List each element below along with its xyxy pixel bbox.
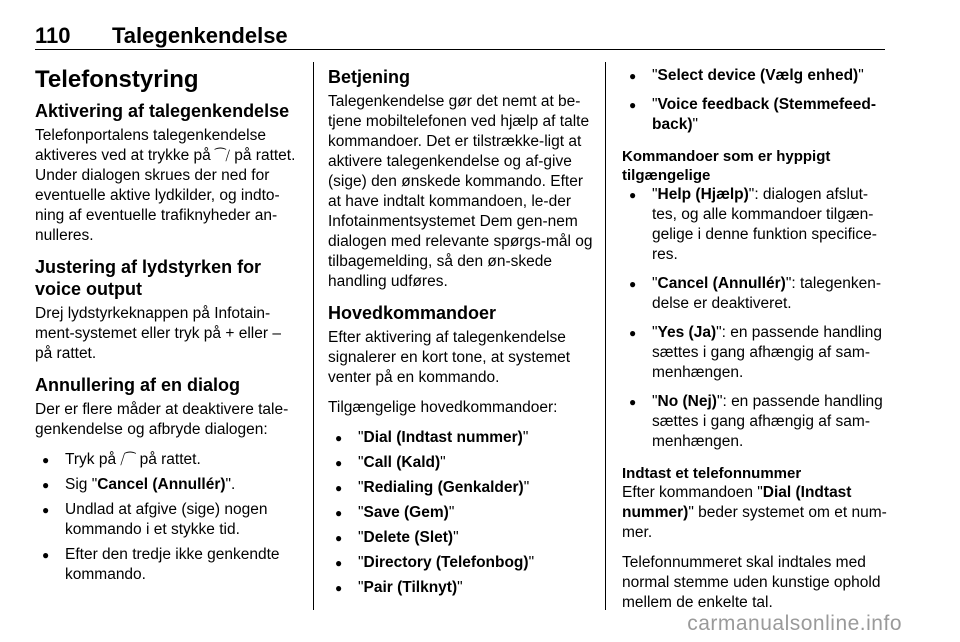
- list-item: ● "Help (Hjælp)": dialogen afslut-tes, og alle kommandoer tilgæn-gelige i denne funktion specifice-res.: [622, 185, 890, 265]
- list-item: ● "Select device (Vælg enhed)": [622, 66, 890, 86]
- list-item: ● Tryk på ⧸⁀ på rattet.: [35, 450, 301, 470]
- paragraph-operation: Talegenkendelse gør det nemt at be-tjene mobiltelefonen ved hjælp af talte kommandoer. Det er tilstrække-ligt at aktivere talegenkendelse og af-give (sige) den ønskede kommando. Efter at have indtalt kommandoen, le-der Infotainmentsystemet Dem gen-nem dialogen med relevante spørgs-mål og tilbagemelding, så den øn-skede handling udføres.: [328, 93, 593, 290]
- section-title: Telefonstyring: [35, 66, 199, 93]
- list-item: ● Sig "Cancel (Annullér)".: [35, 475, 301, 495]
- main-command-list: [328, 428, 593, 598]
- column-2: [328, 62, 593, 608]
- list-item: ● "Directory (Telefonbog)": [328, 553, 593, 573]
- header-rule: [35, 49, 885, 50]
- voice-control-icon: ⁀⧸: [215, 148, 230, 163]
- list-item: ● "Voice feedback (Stemmefeed-back)": [622, 95, 890, 135]
- hang-up-icon: ⧸⁀: [120, 452, 136, 467]
- column-divider-1: [313, 62, 314, 610]
- list-item: ● "No (Nej)": en passende handling sættes i gang afhængig af sam-menhængen.: [622, 392, 890, 452]
- paragraph-available: Tilgængelige hovedkommandoer:: [328, 399, 558, 416]
- heading-cancel: Annullering af en dialog: [35, 375, 241, 395]
- list-item: ● Efter den tredje ikke genkendte kommando.: [35, 545, 301, 585]
- heading-operation: Betjening: [328, 67, 411, 87]
- list-item: ● Undlad at afgive (sige) nogen kommando i et stykke tid.: [35, 500, 301, 540]
- list-item: ● "Yes (Ja)": en passende handling sættes i gang afhængig af sam-menhængen.: [622, 323, 890, 383]
- list-item: ● "Save (Gem)": [328, 503, 593, 523]
- heading-frequent-commands: Kommandoer som er hyppigt tilgængelige: [622, 148, 831, 184]
- column-divider-2: [605, 62, 606, 610]
- page-number: 110: [35, 23, 71, 48]
- heading-enter-number: Indtast et telefonnummer: [622, 465, 802, 482]
- frequent-command-list: [622, 185, 890, 452]
- heading-main-commands: Hovedkommandoer: [328, 303, 497, 323]
- list-item: ● "Delete (Slet)": [328, 528, 593, 548]
- list-item: ● "Dial (Indtast nummer)": [328, 428, 593, 448]
- paragraph-activation: Telefonportalens talegenkendelse aktiveres ved at trykke på ⁀⧸ på rattet. Under dialogen skrues der ned for eventuelle aktive lydkilder, og indto-ning af eventuelle trafiknyheder an-nulleres.: [35, 127, 296, 244]
- paragraph-cancel: Der er flere måder at deaktivere tale-genkendelse og afbryde dialogen:: [35, 401, 289, 438]
- paragraph-volume: Drej lydstyrkeknappen på Infotain-ment-systemet eller tryk på + eller – på rattet.: [35, 305, 281, 362]
- list-item: ● "Redialing (Genkalder)": [328, 478, 593, 498]
- list-item: ● "Pair (Tilknyt)": [328, 578, 593, 598]
- watermark: carmanualsonline.info: [687, 612, 902, 635]
- paragraph-number-voice: Telefonnummeret skal indtales med normal stemme uden kunstige ophold mellem de enkelte tal.: [622, 554, 881, 611]
- heading-activation: Aktivering af talegenkendelse: [35, 101, 290, 121]
- list-item: ● "Cancel (Annullér)": talegenken-delse er deaktiveret.: [622, 274, 890, 314]
- list-item: ● "Call (Kald)": [328, 453, 593, 473]
- heading-volume: Justering af lydstyrken for voice output: [35, 257, 262, 299]
- paragraph-enter-number: Efter kommandoen "Dial (Indtast nummer)" beder systemet om et num-mer.: [622, 484, 887, 541]
- main-command-list-cont: [622, 66, 890, 135]
- column-3: [622, 62, 890, 623]
- column-1: [35, 62, 301, 595]
- cancel-list: [35, 450, 301, 585]
- running-header: Talegenkendelse: [112, 23, 288, 48]
- paragraph-main-commands: Efter aktivering af talegenkendelse signalerer en kort tone, at systemet venter på en kommando.: [328, 329, 571, 386]
